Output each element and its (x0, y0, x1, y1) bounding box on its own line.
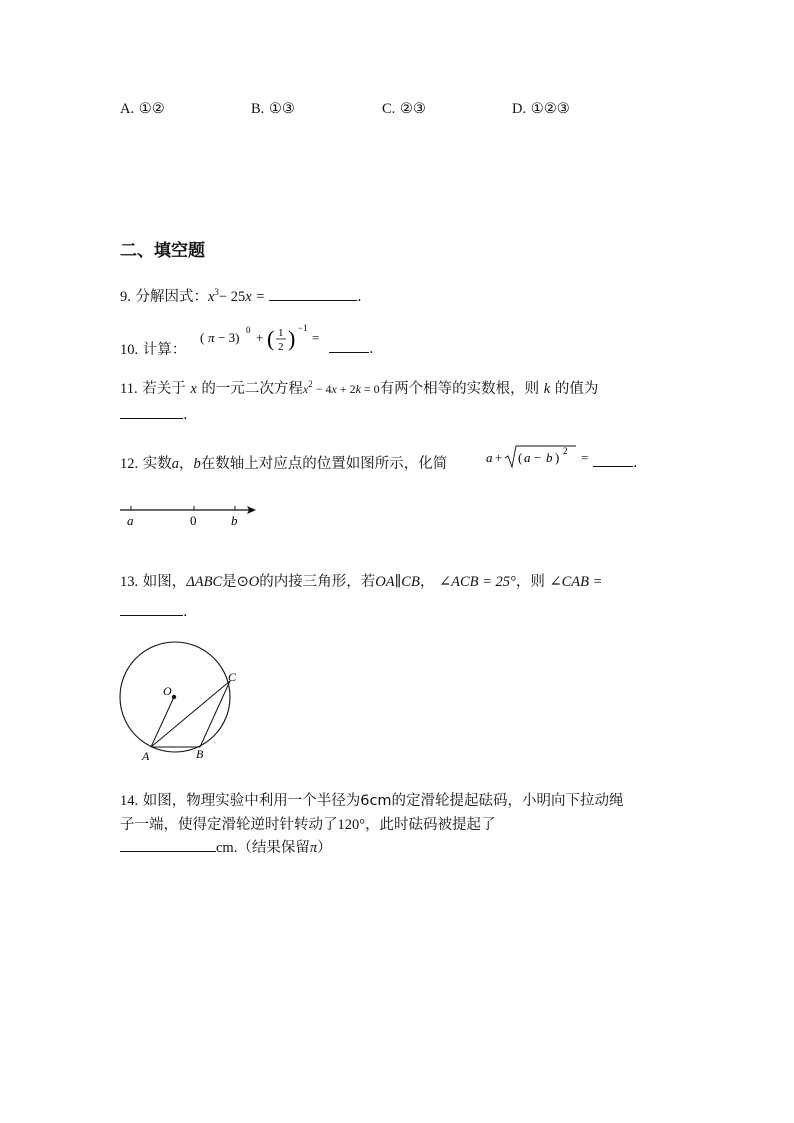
q12-equals: = (581, 450, 589, 465)
q10-minus3: − 3) (218, 330, 240, 345)
q14-number: 14. (120, 793, 139, 809)
q10-expression (198, 322, 328, 356)
q12-sep: ， (178, 456, 194, 472)
q13-text-c: 的内接三角形，若 (259, 574, 376, 590)
number-line-figure (116, 500, 266, 530)
q9-equals: = (256, 289, 265, 305)
q14-line2-c: ，此时砝码被提起了 (365, 817, 496, 833)
q14-pi: π (309, 840, 318, 856)
number-line-label-a: a (127, 513, 134, 528)
choice-a-text: ①② (138, 101, 165, 117)
circle-figure (112, 636, 244, 766)
choice-a (120, 101, 165, 118)
choice-b-label: B. (251, 101, 265, 117)
q12-text-a: 实数 (142, 456, 172, 472)
q12-radicand-rparen: ) (555, 450, 560, 465)
q11-text-a: 若关于 (142, 381, 186, 397)
q10-exp0: 0 (246, 325, 251, 335)
q11-answer (120, 404, 188, 423)
q14-line2-a: 子一端，使得定滑轮逆时针转动了 (120, 817, 338, 833)
q13-answer (120, 601, 188, 620)
q12-var-a: a (171, 456, 179, 472)
q10-answer (329, 338, 374, 357)
choice-c-label: C. (382, 101, 396, 117)
q12-expr-plus: + (495, 450, 503, 465)
choice-d-label: D. (512, 101, 527, 117)
q14-line3: cm.（结果保留 (216, 840, 310, 856)
q13-triangle: ΔABC (186, 574, 223, 590)
q13-number: 13. (120, 574, 139, 590)
q13-circle-symbol: ⊙ (236, 574, 249, 590)
q12-answer-blank (593, 452, 633, 467)
q12-number: 12. (120, 456, 139, 472)
q14-close: ） (317, 840, 332, 856)
q10-frac-num: 1 (278, 327, 284, 339)
segment-oa (151, 697, 174, 747)
q11-var-k: k (543, 381, 551, 397)
q12-text-b: 在数轴上对应点的位置如图所示，化简 (200, 456, 448, 472)
question-14-line2 (120, 813, 496, 834)
q10-big-lparen: ( (267, 326, 275, 351)
q13-text-a: 如图， (142, 574, 187, 590)
q9-end: . (357, 289, 362, 305)
q11-var-x: x (190, 381, 197, 397)
question-12 (120, 452, 447, 473)
q12-expression (484, 442, 596, 472)
q10-end: . (369, 341, 374, 357)
q10-answer-blank (329, 338, 369, 353)
segment-bc (200, 681, 230, 747)
choice-b-text: ①③ (268, 101, 295, 117)
q11-eq-k: k (355, 382, 361, 396)
q12-radicand-a: a (524, 450, 531, 465)
q14-angle: 120° (337, 817, 366, 833)
choice-c (382, 101, 426, 118)
question-10 (120, 338, 186, 359)
question-14-line3 (120, 836, 332, 857)
choice-c-text: ②③ (399, 101, 426, 117)
q10-text: 计算： (142, 342, 187, 358)
choice-a-label: A. (120, 101, 135, 117)
q12-radicand-lparen: ( (518, 450, 523, 465)
point-label-a: A (142, 749, 150, 763)
point-label-o: O (163, 684, 172, 698)
q11-eq-zero: = 0 (360, 382, 380, 396)
q9-text: 分解因式： (135, 289, 208, 305)
question-13 (120, 570, 602, 591)
q9-number: 9. (120, 289, 131, 305)
q9-var-x: x (207, 289, 215, 305)
q14-answer-blank (120, 837, 216, 852)
q12-radicand-b: b (546, 450, 553, 465)
q10-frac-den: 2 (278, 341, 284, 353)
q10-lparen: ( (200, 330, 205, 345)
q13-text-d: ， (419, 574, 435, 590)
q12-end: . (633, 455, 638, 471)
q12-radicand-exp: 2 (563, 446, 568, 456)
q11-eq-x2: x (331, 382, 337, 396)
point-label-b: B (196, 747, 204, 761)
q11-end: . (183, 407, 188, 423)
q13-text-b: 是 (222, 574, 237, 590)
q11-eq-exp: 2 (308, 379, 313, 390)
q11-text-b: 的一元二次方程 (201, 381, 303, 397)
q13-angle-cab: ∠CAB = (549, 574, 603, 590)
q13-circle-o: O (248, 574, 260, 590)
section-title: 二、填空题 (120, 241, 205, 261)
choice-d (512, 101, 570, 118)
q13-end: . (183, 604, 188, 620)
q11-text-c: 有两个相等的实数根，则 (379, 381, 540, 397)
q11-eq-minus4: − 4 (312, 382, 332, 396)
choice-b (251, 101, 295, 118)
q9-minus-25: − 25 (218, 289, 246, 305)
q9-var-x2: x (245, 289, 252, 305)
q9-exponent: 3 (214, 287, 219, 298)
q11-text-d: 的值为 (554, 381, 599, 397)
q10-exp-neg1: −1 (298, 323, 308, 333)
q10-big-rparen: ) (288, 326, 296, 351)
q11-eq-plus2: + 2 (336, 382, 356, 396)
q12-radicand-minus: − (534, 450, 542, 465)
q12-expr-a: a (486, 450, 493, 465)
q13-parallel: OA∥CB (375, 574, 420, 590)
q13-answer-blank (120, 601, 183, 616)
question-14-line1 (120, 789, 624, 810)
q11-answer-blank (120, 404, 183, 419)
q10-number: 10. (120, 342, 139, 358)
q11-eq-x: x (302, 382, 309, 396)
question-9 (120, 285, 362, 306)
q10-plus: + (256, 330, 264, 345)
number-line-label-b: b (231, 513, 238, 528)
question-11 (120, 377, 598, 398)
center-point (172, 695, 176, 699)
q10-equals: = (312, 330, 320, 345)
point-label-c: C (228, 670, 237, 684)
q14-line1: 如图，物理实验中利用一个半径为6cm的定滑轮提起砝码，小明向下拉动绳 (142, 793, 624, 809)
q9-answer-blank (269, 286, 357, 301)
q11-number: 11. (120, 381, 138, 397)
q13-text-e: ，则 (515, 574, 545, 590)
q12-answer (593, 452, 638, 471)
number-line-label-zero: 0 (190, 513, 197, 528)
q10-pi: π (208, 330, 215, 345)
q12-var-b: b (193, 456, 201, 472)
q13-angle-acb: ∠ACB = 25° (438, 574, 516, 590)
choice-d-text: ①②③ (530, 101, 570, 117)
